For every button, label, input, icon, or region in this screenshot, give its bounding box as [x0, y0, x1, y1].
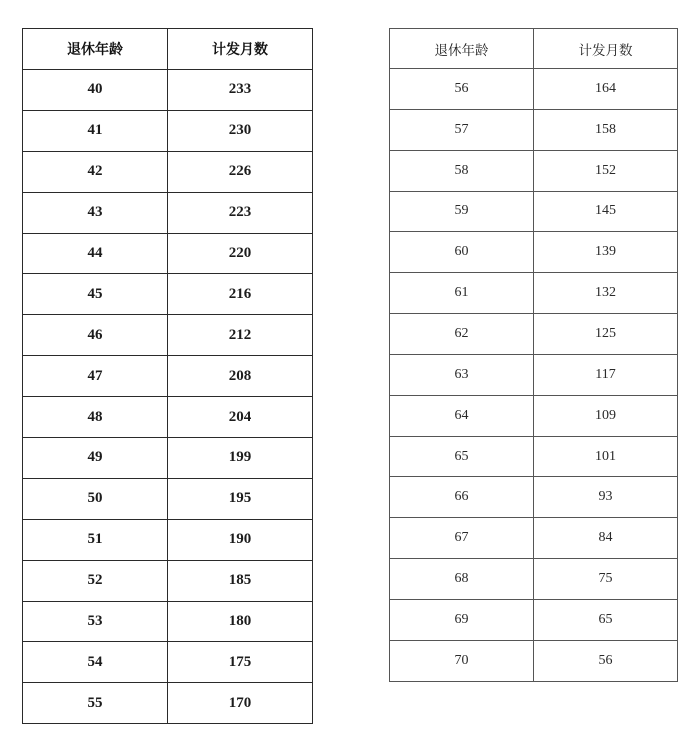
table-row — [23, 397, 313, 438]
retirement-age-cell: 68 — [390, 559, 534, 600]
payment-months-cell: 175 — [168, 642, 313, 683]
payment-months-cell: 152 — [534, 150, 678, 191]
payment-months-cell: 101 — [534, 436, 678, 477]
table-row — [23, 683, 313, 724]
retirement-age-cell: 46 — [23, 315, 168, 356]
table-row — [390, 354, 678, 395]
table-row — [23, 70, 313, 111]
payment-months-cell: 190 — [168, 519, 313, 560]
payment-months-cell: 125 — [534, 314, 678, 355]
table-row — [390, 640, 678, 681]
retirement-age-cell: 63 — [390, 354, 534, 395]
retirement-age-cell: 51 — [23, 519, 168, 560]
table-row — [23, 642, 313, 683]
annuity-table-left — [22, 28, 313, 724]
retirement-age-cell: 65 — [390, 436, 534, 477]
column-header-retirement-age: 退休年龄 — [390, 29, 534, 69]
table-row — [390, 395, 678, 436]
table-header-row — [23, 29, 313, 70]
retirement-age-cell: 54 — [23, 642, 168, 683]
retirement-age-cell: 45 — [23, 274, 168, 315]
table-row — [23, 478, 313, 519]
table-row — [390, 150, 678, 191]
column-header-payment-months: 计发月数 — [534, 29, 678, 69]
table-row — [390, 69, 678, 110]
table-row — [23, 151, 313, 192]
payment-months-cell: 84 — [534, 518, 678, 559]
retirement-age-cell: 40 — [23, 70, 168, 111]
table-row — [390, 273, 678, 314]
payment-months-cell: 170 — [168, 683, 313, 724]
retirement-age-cell: 48 — [23, 397, 168, 438]
payment-months-cell: 139 — [534, 232, 678, 273]
table-row — [390, 477, 678, 518]
table-row — [390, 191, 678, 232]
annuity-table-right — [389, 28, 678, 682]
table-row — [390, 314, 678, 355]
payment-months-cell: 226 — [168, 151, 313, 192]
retirement-age-cell: 47 — [23, 356, 168, 397]
table-row — [23, 560, 313, 601]
retirement-age-cell: 41 — [23, 110, 168, 151]
payment-months-cell: 195 — [168, 478, 313, 519]
retirement-age-cell: 43 — [23, 192, 168, 233]
payment-months-cell: 233 — [168, 70, 313, 111]
column-header-payment-months: 计发月数 — [168, 29, 313, 70]
table-row — [23, 601, 313, 642]
table-row — [390, 599, 678, 640]
retirement-age-cell: 44 — [23, 233, 168, 274]
payment-months-cell: 145 — [534, 191, 678, 232]
retirement-age-cell: 56 — [390, 69, 534, 110]
table-header-row — [390, 29, 678, 69]
table-row — [23, 315, 313, 356]
payment-months-cell: 109 — [534, 395, 678, 436]
payment-months-cell: 65 — [534, 599, 678, 640]
payment-months-cell: 185 — [168, 560, 313, 601]
retirement-age-cell: 61 — [390, 273, 534, 314]
retirement-age-cell: 50 — [23, 478, 168, 519]
column-header-retirement-age: 退休年龄 — [23, 29, 168, 70]
payment-months-cell: 220 — [168, 233, 313, 274]
retirement-age-cell: 42 — [23, 151, 168, 192]
retirement-age-cell: 49 — [23, 438, 168, 479]
payment-months-cell: 75 — [534, 559, 678, 600]
payment-months-cell: 223 — [168, 192, 313, 233]
payment-months-cell: 180 — [168, 601, 313, 642]
table-row — [23, 519, 313, 560]
retirement-age-cell: 67 — [390, 518, 534, 559]
table-row — [23, 356, 313, 397]
payment-months-cell: 199 — [168, 438, 313, 479]
payment-months-cell: 93 — [534, 477, 678, 518]
payment-months-cell: 132 — [534, 273, 678, 314]
retirement-age-cell: 64 — [390, 395, 534, 436]
payment-months-cell: 208 — [168, 356, 313, 397]
table-row — [23, 192, 313, 233]
table-row — [23, 438, 313, 479]
payment-months-cell: 230 — [168, 110, 313, 151]
table-row — [390, 559, 678, 600]
payment-months-cell: 164 — [534, 69, 678, 110]
payment-months-cell: 56 — [534, 640, 678, 681]
payment-months-cell: 216 — [168, 274, 313, 315]
retirement-age-cell: 58 — [390, 150, 534, 191]
payment-months-cell: 117 — [534, 354, 678, 395]
table-row — [23, 110, 313, 151]
table-row — [390, 518, 678, 559]
payment-months-cell: 204 — [168, 397, 313, 438]
retirement-age-cell: 66 — [390, 477, 534, 518]
payment-months-cell: 158 — [534, 109, 678, 150]
table-row — [390, 232, 678, 273]
payment-months-cell: 212 — [168, 315, 313, 356]
retirement-age-cell: 53 — [23, 601, 168, 642]
retirement-age-cell: 62 — [390, 314, 534, 355]
retirement-age-cell: 69 — [390, 599, 534, 640]
retirement-age-cell: 57 — [390, 109, 534, 150]
retirement-age-cell: 70 — [390, 640, 534, 681]
table-row — [390, 436, 678, 477]
retirement-age-cell: 55 — [23, 683, 168, 724]
retirement-age-cell: 52 — [23, 560, 168, 601]
retirement-age-cell: 60 — [390, 232, 534, 273]
table-row — [23, 233, 313, 274]
table-row — [390, 109, 678, 150]
retirement-age-cell: 59 — [390, 191, 534, 232]
table-row — [23, 274, 313, 315]
